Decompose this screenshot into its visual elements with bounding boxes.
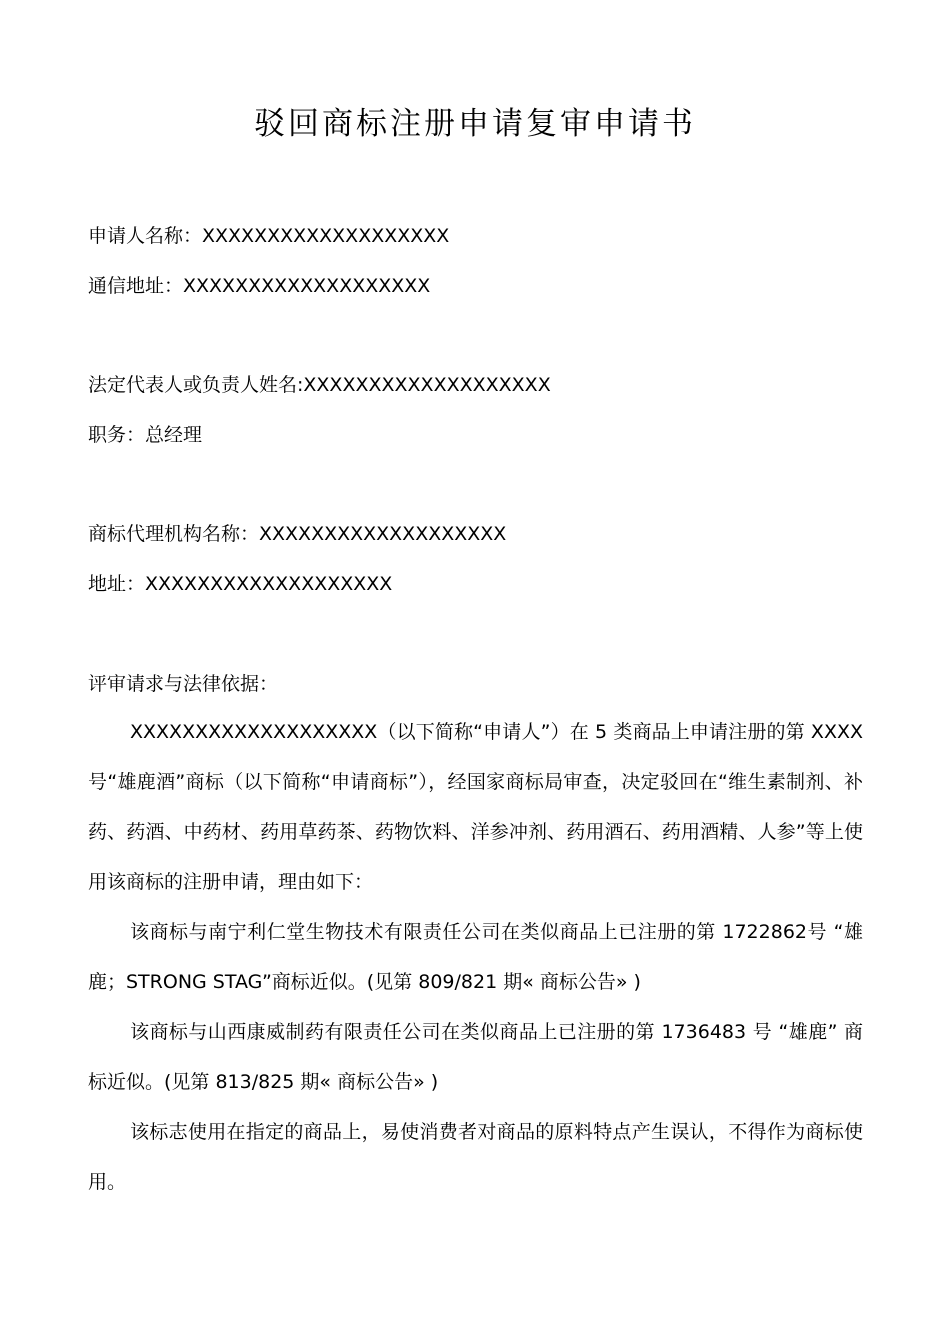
legal-representative-line: 法定代表人或负责人姓名:XXXXXXXXXXXXXXXXXXX bbox=[88, 374, 551, 396]
paragraph-reason-1: 该商标与南宁利仁堂生物技术有限责任公司在类似商品上已注册的第 1722862号 “雄鹿；STRONG STAG”商标近似。(见第 809/821 期« 商标公告» ) bbox=[88, 921, 863, 993]
paragraph-reason-3: 该标志使用在指定的商品上，易使消费者对商品的原料特点产生误认，不得作为商标使用。 bbox=[88, 1121, 863, 1193]
address-line: 通信地址：XXXXXXXXXXXXXXXXXXX bbox=[88, 275, 431, 297]
document-title: 驳回商标注册申请复审申请书 bbox=[254, 106, 696, 142]
paragraph-request: XXXXXXXXXXXXXXXXXXX（以下简称“申请人”）在 5 类商品上申请注册的第 XXXX号“雄鹿酒”商标（以下简称“申请商标”），经国家商标局审查，决定驳回在“维生素制剂、补药、药酒、中药材、药用草药茶、药物饮料、洋参冲剂、药用酒石、药用酒精、人参”等上使用该商标的注册申请，理由如下： bbox=[88, 721, 863, 893]
agency-address-line: 地址：XXXXXXXXXXXXXXXXXXX bbox=[88, 573, 393, 595]
section-heading: 评审请求与法律依据： bbox=[88, 673, 279, 695]
position-line: 职务：总经理 bbox=[88, 424, 203, 446]
paragraph-reason-2: 该商标与山西康威制药有限责任公司在类似商品上已注册的第 1736483 号 “雄鹿” 商标近似。(见第 813/825 期« 商标公告» ) bbox=[88, 1021, 863, 1093]
applicant-name-line: 申请人名称：XXXXXXXXXXXXXXXXXXX bbox=[88, 225, 450, 247]
agency-name-line: 商标代理机构名称：XXXXXXXXXXXXXXXXXXX bbox=[88, 523, 507, 545]
